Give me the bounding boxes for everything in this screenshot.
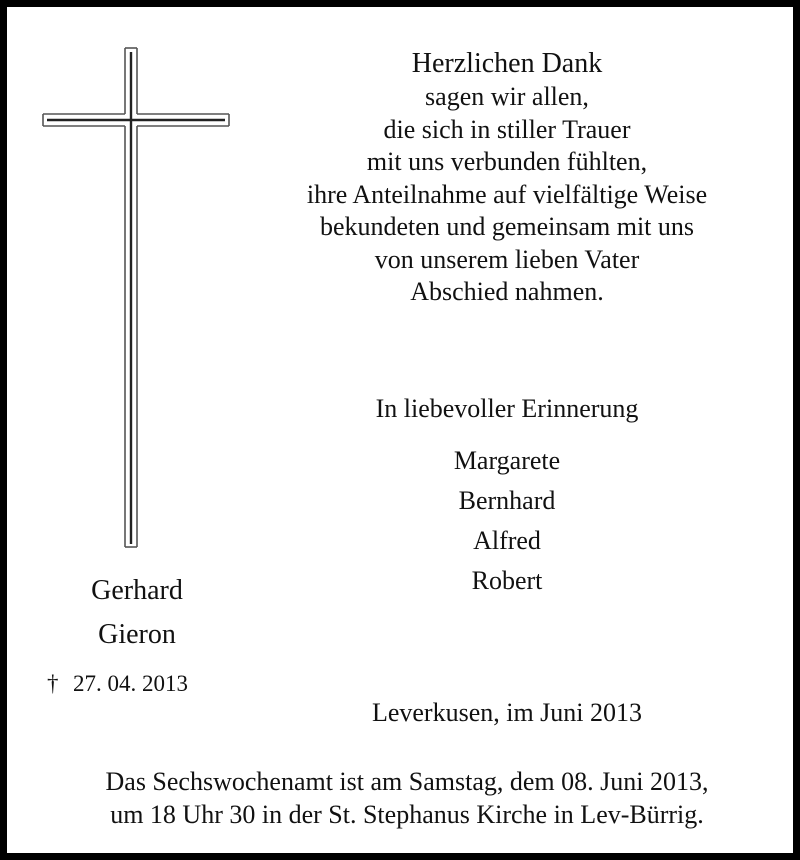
thanks-line: ihre Anteilnahme auf vielfältige Weise — [306, 179, 708, 209]
family-name: Robert — [471, 566, 543, 595]
thanks-line: die sich in stiller Trauer — [383, 114, 631, 144]
family-names — [247, 441, 767, 601]
family-name: Bernhard — [458, 486, 556, 515]
deceased-first-name: Gerhard — [91, 575, 183, 606]
dagger-icon: † — [47, 671, 59, 696]
service-line: um 18 Uhr 30 in der St. Stephanus Kirche in Lev-Bürrig. — [110, 800, 704, 829]
service-info — [47, 765, 767, 831]
death-date-line — [47, 669, 188, 699]
thanks-heading: Herzlichen Dank — [411, 48, 603, 79]
place-date: Leverkusen, im Juni 2013 — [371, 698, 643, 727]
service-line: Das Sechswochenamt ist am Samstag, dem 08. Juni 2013, — [105, 767, 709, 796]
family-name: Margarete — [453, 446, 561, 475]
cross-icon — [35, 42, 235, 552]
thanks-line: von unserem lieben Vater — [374, 244, 640, 274]
thanks-line: Abschied nahmen. — [410, 277, 604, 306]
deceased-last-name: Gieron — [98, 619, 176, 650]
thanks-line: mit uns verbunden fühlten, — [366, 147, 648, 176]
thanks-line: sagen wir allen, — [425, 82, 589, 111]
deceased-name — [37, 569, 237, 657]
thanks-text — [247, 47, 767, 309]
memory-text: In liebevoller Erinnerung — [375, 394, 639, 423]
family-name: Alfred — [473, 526, 541, 555]
death-date: 27. 04. 2013 — [73, 671, 188, 696]
thanks-line: bekundeten und gemeinsam mit uns — [319, 212, 695, 241]
